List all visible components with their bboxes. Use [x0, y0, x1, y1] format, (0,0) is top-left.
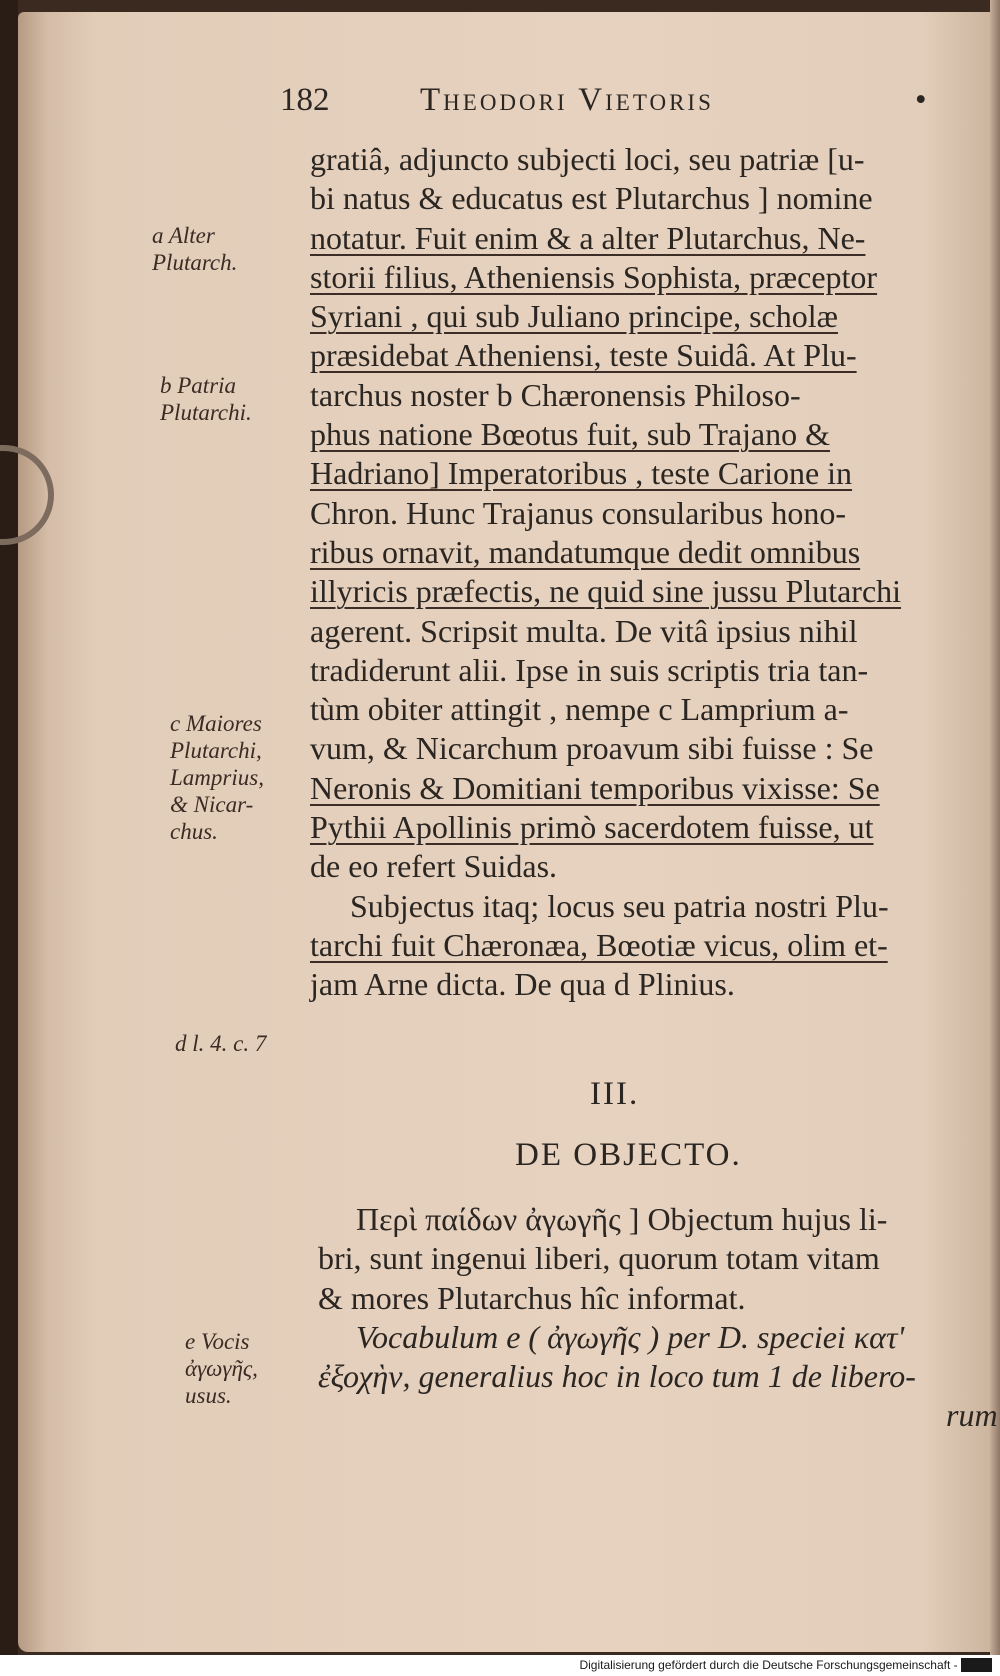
margin-note-line: c Maiores: [170, 711, 262, 736]
text-line: Vocabulum e ( ἀγωγῆς ) per D. speciei κατ': [356, 1318, 905, 1355]
text-line: tarchi fuit Chæronæa, Bœotiæ vicus, olim et-: [310, 926, 888, 963]
digitization-footer: [0, 1655, 1000, 1676]
margin-note-alter-plutarch: [152, 222, 237, 276]
margin-note-pliny-ref: [175, 1030, 266, 1057]
text-line: præsidebat Atheniensi, teste Suidâ. At Plu-: [310, 337, 857, 374]
text-line: & mores Plutarchus hîc informat.: [318, 1279, 746, 1316]
margin-note-vocis: [185, 1328, 258, 1409]
margin-note-line: ἀγωγῆς,: [185, 1356, 258, 1381]
text-line: Chron. Hunc Trajanus consularibus hono-: [310, 494, 846, 531]
text-line: ribus ornavit, mandatumque dedit omnibus: [310, 533, 861, 570]
header-mark: •: [915, 82, 927, 118]
text-line: Syriani , qui sub Juliano principe, scholæ: [310, 298, 838, 335]
footer-credit-text: Digitalisierung gefördert durch die Deutsche Forschungsgemeinschaft -: [579, 1658, 958, 1672]
margin-note-line: Lamprius,: [170, 765, 264, 790]
margin-note-line: chus.: [170, 819, 218, 844]
dfg-logo: DFG: [961, 1658, 992, 1672]
text-line: bri, sunt ingenui liberi, quorum totam vitam: [318, 1240, 880, 1277]
section-number: III.: [590, 1076, 640, 1112]
page-number: 182: [280, 82, 330, 118]
text-line: tùm obiter attingit , nempe c Lamprium a-: [310, 691, 849, 728]
section-title: DE OBJECTO.: [515, 1137, 742, 1173]
text-line: de eo refert Suidas.: [310, 848, 558, 885]
margin-note-line: Plutarch.: [152, 250, 238, 275]
text-line: phus natione Bœotus fuit, sub Trajano &: [310, 416, 831, 453]
text-line: agerent. Scripsit multa. De vitâ ipsius nihil: [310, 612, 858, 649]
margin-note-patria: [160, 372, 252, 426]
margin-note-line: usus.: [185, 1383, 232, 1408]
text-line: rum: [946, 1397, 998, 1434]
text-line: Περὶ παίδων ἀγωγῆς ] Objectum hujus li-: [356, 1201, 888, 1237]
text-line: Subjectus itaq; locus seu patria nostri Plu-: [350, 887, 889, 924]
margin-note-line: Plutarchi.: [160, 400, 252, 425]
text-line: tarchus noster b Chæronensis Philoso-: [310, 376, 801, 413]
text-line: jam Arne dicta. De qua d Plinius.: [310, 966, 735, 1003]
text-line: bi natus & educatus est Plutarchus ] nomine: [310, 180, 873, 217]
footer-credit: [579, 1658, 992, 1672]
page-header: [280, 82, 940, 132]
text-line: notatur. Fuit enim & a alter Plutarchus, Ne-: [310, 219, 866, 256]
text-line: gratiâ, adjuncto subjecti loci, seu patriæ [u-: [310, 141, 865, 177]
margin-note-line: Plutarchi,: [170, 738, 262, 763]
margin-note-line: d l. 4. c. 7: [175, 1031, 267, 1056]
main-text-block-2: [318, 1200, 998, 1436]
text-line: Neronis & Domitiani temporibus vixisse: Se: [310, 769, 880, 806]
margin-note-line: a Alter: [152, 223, 215, 248]
margin-note-line: & Nicar-: [170, 792, 254, 817]
text-line: vum, & Nicarchum proavum sibi fuisse : Se: [310, 730, 874, 767]
margin-note-line: e Vocis: [185, 1329, 250, 1354]
text-line: Hadriano] Imperatoribus , teste Carione in: [310, 455, 853, 492]
text-line: tradiderunt alii. Ipse in suis scriptis tria tan-: [310, 651, 869, 688]
margin-note-line: b Patria: [160, 373, 237, 398]
binding-edge: [0, 0, 18, 1655]
running-head: Theodori Vietoris: [420, 82, 714, 118]
text-line: storii filius, Atheniensis Sophista, præceptor: [310, 258, 878, 295]
text-line: Pythii Apollinis primò sacerdotem fuisse, ut: [310, 809, 874, 846]
main-text-block-1: [310, 140, 990, 1005]
text-line: illyricis præfectis, ne quid sine jussu Plutarchi: [310, 573, 902, 610]
text-line: ἐξοχὴν, generalius hoc in loco tum 1 de libero-: [318, 1358, 916, 1395]
margin-note-maiores: [170, 710, 264, 845]
